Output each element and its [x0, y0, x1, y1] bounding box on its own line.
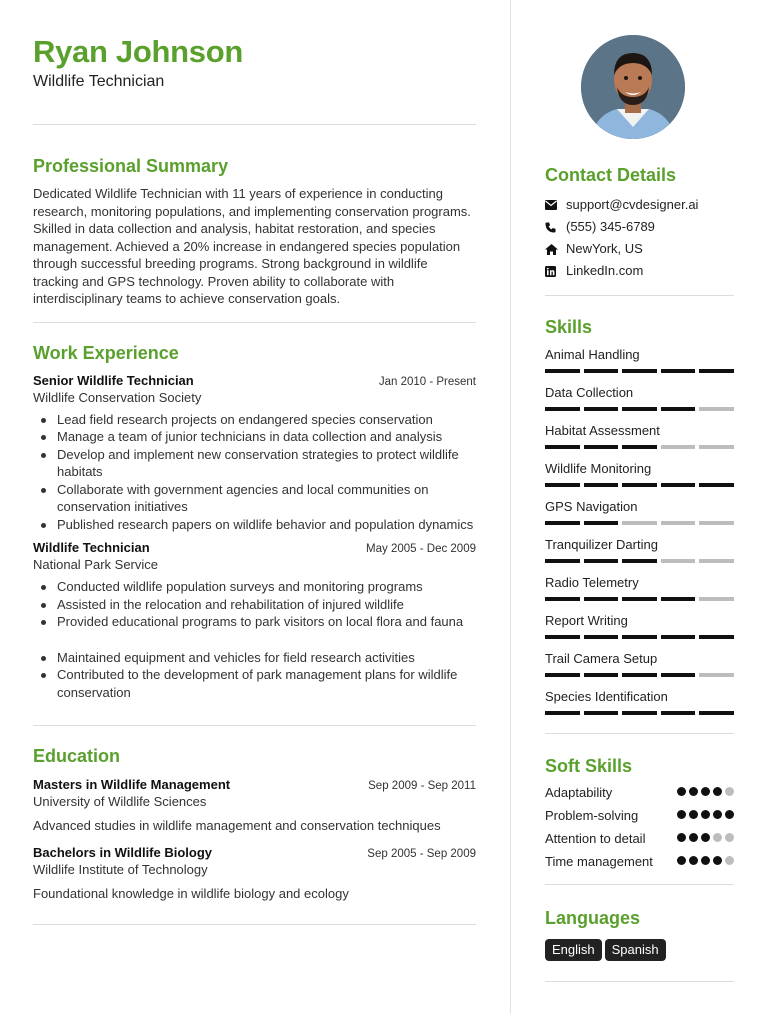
contact-location: NewYork, US — [545, 238, 734, 260]
skill-item — [545, 460, 734, 487]
contact-phone[interactable]: (555) 345-6789 — [545, 216, 734, 238]
soft-skill-item — [545, 784, 734, 801]
rating-dot-filled — [713, 787, 722, 796]
skill-segment-filled — [661, 483, 696, 487]
degree: Bachelors in Wildlife Biology — [33, 844, 213, 860]
list-item: Manage a team of junior technicians in data collection and analysis — [41, 428, 476, 446]
skill-segment-empty — [699, 521, 734, 525]
list-item: Maintained equipment and vehicles for field research activities — [41, 649, 476, 667]
rating-dot-filled — [689, 856, 698, 865]
skill-segment-filled — [661, 407, 696, 411]
rating-dot-filled — [701, 810, 710, 819]
summary-heading: Professional Summary — [33, 156, 229, 176]
rating-dot-filled — [677, 787, 686, 796]
list-item: Contributed to the development of park management plans for wildlife conservation — [41, 666, 476, 701]
skill-segment-filled — [545, 483, 580, 487]
skill-segment-empty — [699, 407, 734, 411]
soft-skill-rating — [677, 810, 734, 824]
rating-dot-filled — [689, 810, 698, 819]
skill-name: Data Collection — [545, 385, 634, 400]
candidate-title: Wildlife Technician — [33, 73, 165, 90]
skill-level-bar — [545, 407, 734, 411]
skill-segment-filled — [622, 407, 657, 411]
skill-segment-filled — [584, 673, 619, 677]
envelope-icon — [545, 200, 566, 210]
skill-segment-filled — [545, 711, 580, 715]
job-date: Jan 2010 - Present — [378, 375, 476, 388]
language-tag: Spanish — [605, 939, 666, 961]
rating-dot-empty — [725, 833, 734, 842]
skill-segment-filled — [545, 369, 580, 373]
skill-item — [545, 384, 734, 411]
skill-name: Habitat Assessment — [545, 423, 660, 438]
skill-level-bar — [545, 597, 734, 601]
skill-segment-filled — [584, 445, 619, 449]
candidate-name: Ryan Johnson — [33, 34, 243, 69]
soft-skill-rating — [677, 833, 734, 847]
skill-segment-filled — [622, 711, 657, 715]
education-date: Sep 2009 - Sep 2011 — [368, 780, 476, 792]
skill-item — [545, 498, 734, 525]
list-item: Provided educational programs to park visitors on local flora and fauna — [41, 613, 476, 631]
skill-segment-filled — [622, 445, 657, 449]
contact-list — [545, 194, 734, 282]
list-item: Assisted in the relocation and rehabilitation of injured wildlife — [41, 596, 476, 614]
skill-segment-filled — [661, 369, 696, 373]
skill-level-bar — [545, 635, 734, 639]
skill-segment-filled — [584, 559, 619, 563]
skill-segment-filled — [699, 711, 734, 715]
rating-dot-empty — [713, 833, 722, 842]
school: Wildlife Institute of Technology — [33, 861, 208, 877]
skill-segment-empty — [699, 559, 734, 563]
soft-skill-name: Problem-solving — [545, 808, 639, 823]
divider — [545, 884, 734, 885]
experience-heading: Work Experience — [33, 342, 179, 363]
skill-level-bar — [545, 369, 734, 373]
skill-name: Report Writing — [545, 613, 628, 628]
skill-name: Species Identification — [545, 689, 668, 704]
divider — [33, 124, 476, 125]
skill-name: Wildlife Monitoring — [545, 461, 652, 476]
school: University of Wildlife Sciences — [33, 794, 207, 809]
skill-level-bar — [545, 521, 734, 525]
skill-segment-filled — [622, 369, 657, 373]
skill-segment-empty — [699, 597, 734, 601]
rating-dot-empty — [725, 856, 734, 865]
soft-skill-item — [545, 807, 734, 824]
job-date: May 2005 - Dec 2009 — [366, 543, 476, 555]
contact-heading: Contact Details — [545, 165, 677, 185]
skill-level-bar — [545, 483, 734, 487]
rating-dot-filled — [713, 810, 722, 819]
skill-segment-filled — [584, 597, 619, 601]
skills-list — [545, 346, 734, 715]
soft-skill-rating — [677, 787, 734, 801]
soft-skills-heading: Soft Skills — [545, 756, 633, 776]
skill-segment-filled — [622, 635, 657, 639]
rating-dot-filled — [677, 810, 686, 819]
skill-level-bar — [545, 673, 734, 677]
list-item: Published research papers on wildlife behavior and population dynamics — [41, 516, 476, 534]
skill-segment-filled — [661, 711, 696, 715]
job-title: Wildlife Technician — [33, 540, 150, 555]
skill-segment-filled — [699, 369, 734, 373]
divider — [33, 924, 476, 925]
contact-linkedin[interactable]: LinkedIn.com — [545, 260, 734, 282]
home-icon — [545, 244, 566, 255]
skill-name: Trail Camera Setup — [545, 651, 658, 666]
skill-segment-empty — [661, 559, 696, 563]
skill-segment-filled — [584, 635, 619, 639]
skill-segment-filled — [661, 635, 696, 639]
skill-item — [545, 422, 734, 449]
skill-segment-filled — [545, 597, 580, 601]
rating-dot-filled — [689, 833, 698, 842]
skill-segment-filled — [545, 673, 580, 677]
skill-segment-filled — [545, 521, 580, 525]
education-entry — [33, 776, 476, 835]
divider — [545, 733, 734, 734]
skill-item — [545, 574, 734, 601]
skill-segment-filled — [699, 635, 734, 639]
skill-level-bar — [545, 559, 734, 563]
soft-skill-name: Adaptability — [545, 785, 613, 800]
skill-name: Animal Handling — [545, 347, 640, 362]
column-divider — [510, 0, 511, 1014]
skill-segment-empty — [622, 521, 657, 525]
divider — [545, 981, 734, 982]
skill-segment-filled — [545, 559, 580, 563]
rating-dot-filled — [713, 856, 722, 865]
job-bullets — [41, 411, 476, 534]
skill-level-bar — [545, 445, 734, 449]
job-entry — [33, 539, 476, 701]
rating-dot-filled — [701, 856, 710, 865]
education-heading: Education — [33, 746, 121, 766]
rating-dot-filled — [701, 833, 710, 842]
skill-item — [545, 650, 734, 677]
divider — [33, 322, 476, 323]
sidebar-column — [545, 34, 734, 982]
list-item: Develop and implement new conservation strategies to protect wildlife habitats — [41, 446, 476, 481]
skill-level-bar — [545, 711, 734, 715]
skill-segment-empty — [699, 673, 734, 677]
skill-item — [545, 346, 734, 373]
job-organization: Wildlife Conservation Society — [33, 389, 202, 405]
skill-segment-filled — [622, 597, 657, 601]
list-item: Conducted wildlife population surveys and monitoring programs — [41, 578, 476, 596]
list-item: Collaborate with government agencies and local communities on conservation initiatives — [41, 481, 476, 516]
skill-segment-empty — [661, 521, 696, 525]
skill-name: GPS Navigation — [545, 499, 638, 514]
divider — [545, 295, 734, 296]
contact-email[interactable]: support@cvdesigner.ai — [545, 194, 734, 216]
soft-skill-rating — [677, 856, 734, 870]
rating-dot-filled — [725, 810, 734, 819]
skill-segment-empty — [699, 445, 734, 449]
rating-dot-filled — [677, 856, 686, 865]
skill-segment-filled — [584, 407, 619, 411]
skill-segment-filled — [661, 597, 696, 601]
skills-heading: Skills — [545, 317, 593, 337]
skill-segment-filled — [545, 445, 580, 449]
skill-item — [545, 688, 734, 715]
skill-item — [545, 536, 734, 563]
skill-segment-filled — [584, 483, 619, 487]
soft-skill-item — [545, 830, 734, 847]
education-date: Sep 2005 - Sep 2009 — [367, 847, 476, 860]
soft-skills-list — [545, 784, 734, 870]
skill-segment-empty — [661, 445, 696, 449]
rating-dot-filled — [677, 833, 686, 842]
skill-item — [545, 612, 734, 639]
skill-segment-filled — [661, 673, 696, 677]
skill-segment-filled — [545, 407, 580, 411]
skill-segment-filled — [699, 483, 734, 487]
skill-segment-filled — [622, 559, 657, 563]
language-tag: English — [545, 939, 602, 961]
rating-dot-empty — [725, 787, 734, 796]
languages-heading: Languages — [545, 908, 641, 928]
skill-name: Tranquilizer Darting — [545, 537, 658, 552]
job-entry — [33, 372, 476, 534]
skill-segment-filled — [584, 521, 619, 525]
education-description: Advanced studies in wildlife management and conservation techniques — [33, 818, 441, 833]
list-item: Lead field research projects on endangered species conservation — [41, 411, 476, 429]
education-description: Foundational knowledge in wildlife biology and ecology — [33, 885, 349, 901]
rating-dot-filled — [689, 787, 698, 796]
divider — [33, 725, 476, 726]
linkedin-icon — [545, 266, 566, 277]
skill-segment-filled — [545, 635, 580, 639]
main-column — [33, 34, 476, 925]
soft-skill-name: Attention to detail — [545, 831, 646, 846]
job-organization: National Park Service — [33, 557, 158, 572]
rating-dot-filled — [701, 787, 710, 796]
soft-skill-item — [545, 853, 734, 870]
skill-name: Radio Telemetry — [545, 575, 639, 590]
job-bullets — [41, 578, 476, 701]
skill-segment-filled — [584, 369, 619, 373]
education-entry — [33, 844, 476, 903]
language-tags — [545, 939, 734, 961]
degree: Masters in Wildlife Management — [33, 777, 231, 792]
job-title: Senior Wildlife Technician — [33, 372, 194, 388]
phone-icon — [545, 222, 566, 233]
skill-segment-filled — [622, 483, 657, 487]
skill-segment-filled — [622, 673, 657, 677]
soft-skill-name: Time management — [545, 854, 653, 869]
skill-segment-filled — [584, 711, 619, 715]
summary-text: Dedicated Wildlife Technician with 11 years of experience in conducting research, monitoring populations, and implementing conservation programs. Skilled in data collection and analysis, habitat restoration, and species management. Achieved a 20% increase in endangered species population through successful breeding programs. Strong background in wildlife tracking and GPS technology. Proven ability to collaborate with interdisciplinary teams to achieve conservation goals. — [33, 186, 471, 306]
